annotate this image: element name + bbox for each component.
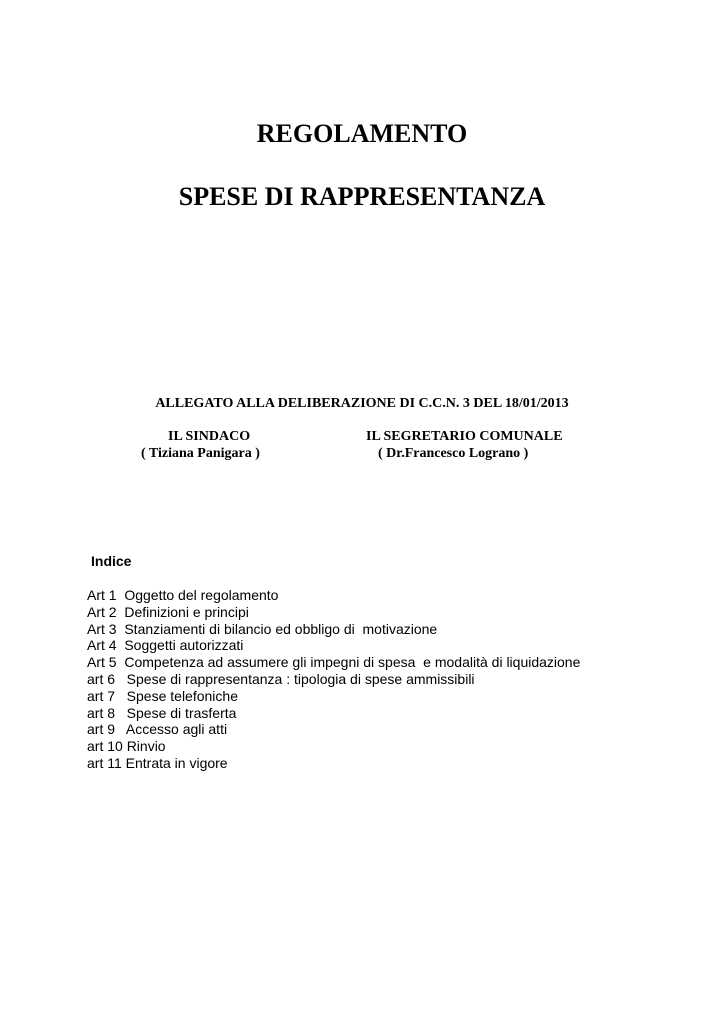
- sindaco-name: ( Tiziana Panigara ): [141, 446, 260, 461]
- sindaco-role: IL SINDACO: [168, 429, 251, 444]
- indice-item: Art 1 Oggetto del regolamento: [87, 587, 279, 603]
- segretario-role: IL SEGRETARIO COMUNALE: [366, 429, 563, 444]
- indice-item: art 8 Spese di trasferta: [87, 704, 237, 721]
- indice-item: art 6 Spese di rappresentanza : tipologia di spese ammissibili: [87, 670, 475, 687]
- indice-item: art 7 Spese telefoniche: [87, 687, 238, 704]
- indice-item: art 10 Rinvio: [87, 738, 166, 755]
- indice-heading: Indice: [91, 553, 132, 569]
- indice-list: [87, 587, 580, 772]
- allegato-deliberazione: ALLEGATO ALLA DELIBERAZIONE DI C.C.N. 3 DEL 18/01/2013: [155, 396, 569, 411]
- indice-item: Art 4 Soggetti autorizzati: [87, 637, 244, 654]
- title-regolamento: REGOLAMENTO: [256, 119, 468, 148]
- title-spese-di-rappresentanza: SPESE DI RAPPRESENTANZA: [178, 182, 546, 211]
- indice-item: art 11 Entrata in vigore: [87, 754, 228, 771]
- indice-item: Art 5 Competenza ad assumere gli impegni di spesa e modalità di liquidazione: [87, 654, 581, 671]
- indice-item: art 9 Accesso agli atti: [87, 721, 228, 738]
- segretario-name: ( Dr.Francesco Lograno ): [378, 446, 529, 461]
- indice-item: Art 2 Definizioni e principi: [87, 603, 249, 620]
- indice-item: Art 3 Stanziamenti di bilancio ed obbligo di motivazione: [87, 620, 438, 637]
